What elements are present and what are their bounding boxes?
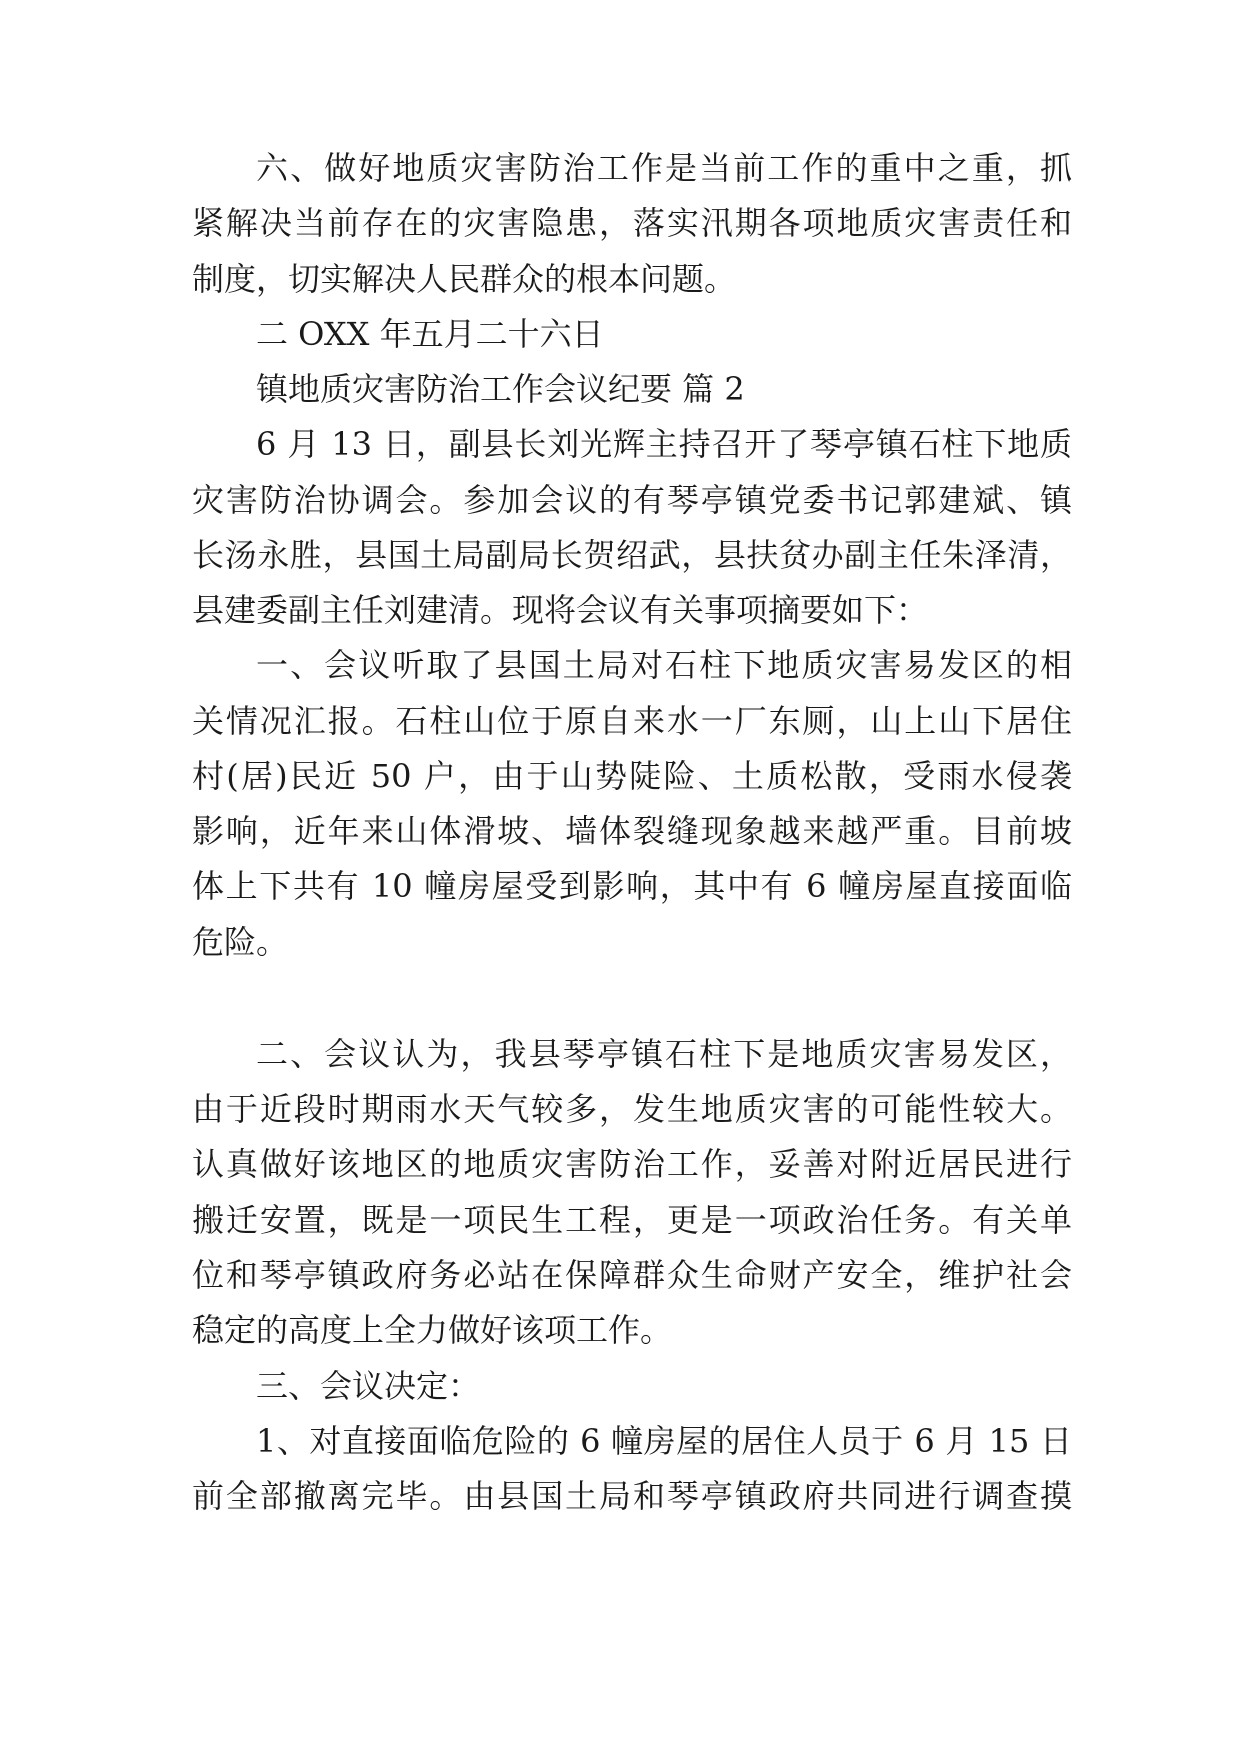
text-line: 村(居)民近 50 户，由于山势陡险、土质松散，受雨水侵袭: [192, 757, 1072, 795]
text-line: 稳定的高度上全力做好该项工作。: [192, 1311, 673, 1349]
text-line: 县建委副主任刘建清。现将会议有关事项摘要如下：: [192, 591, 929, 629]
text-line: 二、会议认为，我县琴亭镇石柱下是地质灾害易发区，: [256, 1035, 1072, 1073]
text-line: 1、对直接面临危险的 6 幢房屋的居住人员于 6 月 15 日: [256, 1422, 1072, 1460]
section-title: 镇地质灾害防治工作会议纪要 篇 2: [256, 370, 745, 408]
text-line: 前全部撤离完毕。由县国土局和琴亭镇政府共同进行调查摸: [192, 1477, 1072, 1515]
date-line: 二 OXX 年五月二十六日: [256, 315, 604, 353]
text-line: 影响，近年来山体滑坡、墙体裂缝现象越来越严重。目前坡: [192, 812, 1072, 850]
text-line: 关情况汇报。石柱山位于原自来水一厂东厕，山上山下居住: [192, 702, 1072, 740]
text-line: 六、做好地质灾害防治工作是当前工作的重中之重，抓: [256, 149, 1072, 187]
text-line: 6 月 13 日，副县长刘光辉主持召开了琴亭镇石柱下地质: [256, 425, 1072, 463]
text-line: 紧解决当前存在的灾害隐患，落实汛期各项地质灾害责任和: [192, 204, 1072, 242]
text-line: 三、会议决定：: [256, 1367, 481, 1405]
text-line: 一、会议听取了县国土局对石柱下地质灾害易发区的相: [256, 646, 1072, 684]
text-line: 搬迁安置，既是一项民生工程，更是一项政治任务。有关单: [192, 1201, 1072, 1239]
text-line: 认真做好该地区的地质灾害防治工作，妥善对附近居民进行: [192, 1145, 1072, 1183]
text-line: 长汤永胜，县国土局副局长贺绍武，县扶贫办副主任朱泽清，: [192, 536, 1072, 574]
text-line: 位和琴亭镇政府务必站在保障群众生命财产安全，维护社会: [192, 1256, 1072, 1294]
text-line: 危险。: [192, 923, 289, 961]
text-line: 体上下共有 10 幢房屋受到影响，其中有 6 幢房屋直接面临: [192, 867, 1072, 905]
text-line: 灾害防治协调会。参加会议的有琴亭镇党委书记郭建斌、镇: [192, 481, 1072, 519]
text-line: 制度，切实解决人民群众的根本问题。: [192, 260, 737, 298]
text-line: 由于近段时期雨水天气较多，发生地质灾害的可能性较大。: [192, 1090, 1072, 1128]
